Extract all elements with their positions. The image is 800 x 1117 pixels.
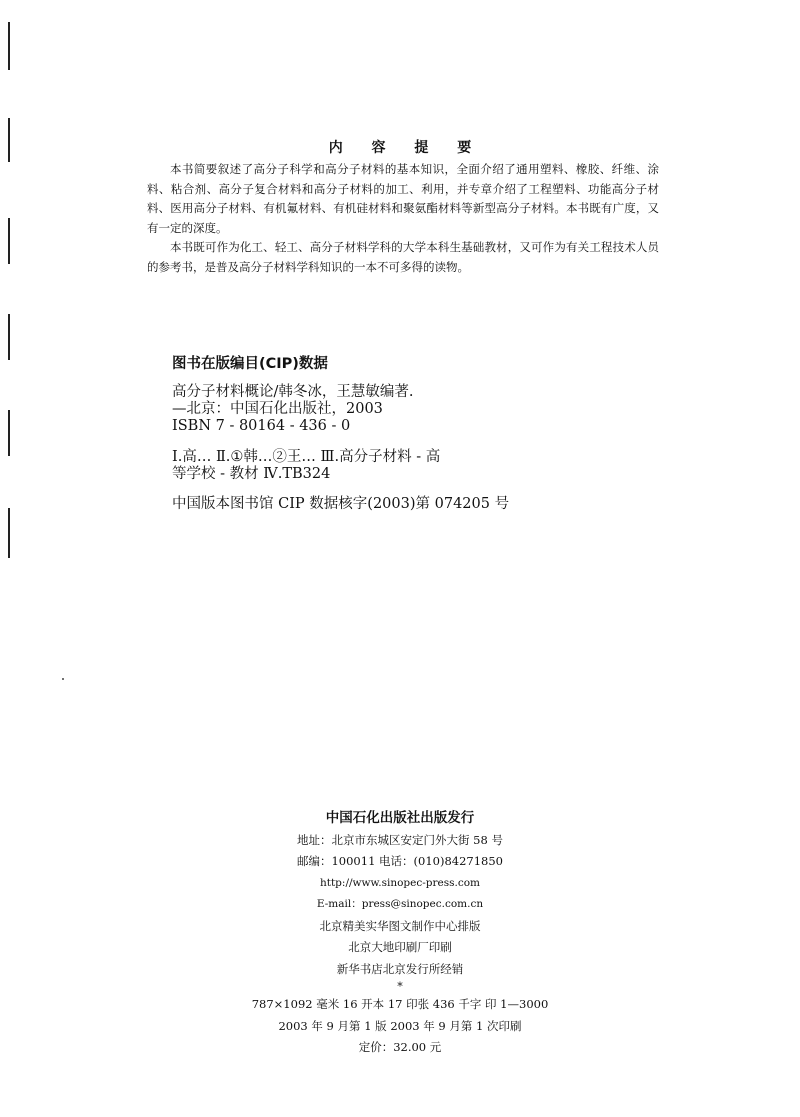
scan-edge-mark [8, 508, 10, 558]
cip-classification-line: 等学校 - 教材 Ⅳ.TB324 [172, 466, 331, 482]
typesetting-info: 北京精美实华图文制作中心排版 [319, 918, 481, 933]
cip-isbn: ISBN 7 - 80164 - 436 - 0 [172, 418, 351, 434]
summary-section [147, 160, 659, 277]
publisher-website: http://www.sinopec-press.com [319, 876, 480, 889]
price: 定价：32.00 元 [358, 1040, 442, 1054]
summary-title: 内 容 提 要 [328, 140, 484, 156]
summary-paragraph: 本书简要叙述了高分子科学和高分子材料的基本知识，全面介绍了通用塑料、橡胶、纤维、涂料、粘合剂、高分子复合材料和高分子材料的加工、利用，并专章介绍了工程塑料、功能高分子材料、医用高分子材料、有机氟材料、有机硅材料和聚氨酯材料等新型高分子材料。本书既有广度，又有一定的深度。 [147, 162, 659, 235]
scan-edge-mark [8, 314, 10, 360]
cip-approval-number: 中国版本图书馆 CIP 数据核字(2003)第 074205 号 [172, 496, 510, 512]
publisher-address: 地址：北京市东城区安定门外大街 58 号 [297, 832, 503, 847]
summary-paragraph: 本书既可作为化工、轻工、高分子材料学科的大学本科生基础教材，又可作为有关工程技术人员的参考书，是普及高分子材料学科知识的一本不可多得的读物。 [147, 240, 659, 274]
distribution-info: 新华书店北京发行所经销 [336, 961, 464, 976]
cip-block [172, 352, 672, 513]
edition-info: 2003 年 9 月第 1 版 2003 年 9 月第 1 次印刷 [278, 1018, 522, 1033]
publisher-name: 中国石化出版社出版发行 [325, 810, 475, 826]
publisher-contact: 邮编：100011 电话：(010)84271850 [296, 854, 503, 868]
publisher-colophon [0, 808, 800, 1059]
scan-edge-mark [8, 218, 10, 264]
cip-title-line: 高分子材料概论/韩冬冰，王慧敏编著. [172, 384, 414, 400]
publisher-email: E-mail：press@sinopec.com.cn [316, 898, 484, 910]
cip-heading: 图书在版编目(CIP)数据 [172, 356, 328, 372]
cip-classification-line: Ⅰ.高… Ⅱ.①韩…②王… Ⅲ.高分子材料 - 高 [172, 449, 441, 465]
book-specs: 787×1092 毫米 16 开本 17 印张 436 千字 印 1—3000 [251, 997, 549, 1011]
printing-info: 北京大地印刷厂印刷 [348, 940, 452, 954]
separator-asterisk: * [397, 980, 403, 993]
scan-edge-mark [8, 410, 10, 456]
scan-edge-mark [8, 22, 10, 70]
cip-publisher-line: —北京：中国石化出版社，2003 [172, 401, 383, 417]
scan-speck [62, 678, 64, 680]
